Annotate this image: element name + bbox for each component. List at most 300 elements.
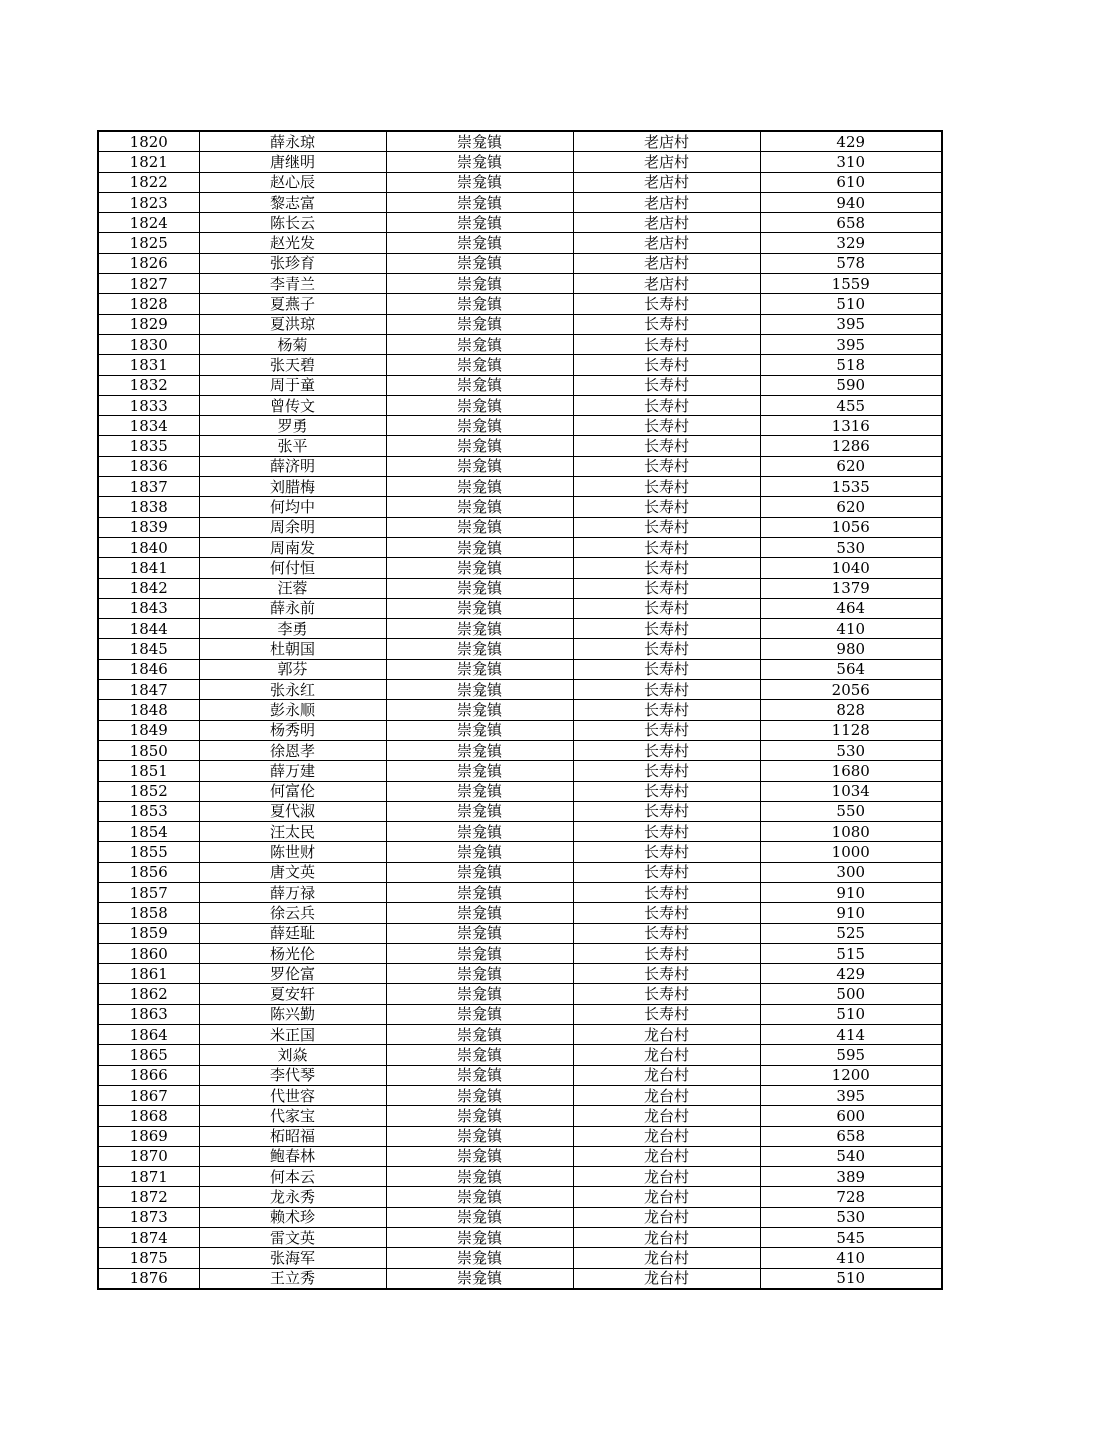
cell-value: 980 [760, 639, 942, 659]
table-row [98, 964, 942, 984]
cell-name: 赖术珍 [199, 1207, 386, 1227]
table-row [98, 680, 942, 700]
cell-name: 夏代淑 [199, 801, 386, 821]
cell-name: 陈长云 [199, 213, 386, 233]
cell-town: 崇龛镇 [386, 1126, 573, 1146]
cell-village: 长寿村 [573, 375, 760, 395]
cell-town: 崇龛镇 [386, 943, 573, 963]
cell-town: 崇龛镇 [386, 1106, 573, 1126]
cell-village: 龙台村 [573, 1146, 760, 1166]
cell-number: 1848 [98, 700, 199, 720]
cell-number: 1875 [98, 1248, 199, 1268]
table-row [98, 375, 942, 395]
cell-village: 龙台村 [573, 1045, 760, 1065]
cell-value: 1200 [760, 1065, 942, 1085]
cell-value: 429 [760, 964, 942, 984]
table-row [98, 537, 942, 557]
cell-name: 夏燕子 [199, 294, 386, 314]
cell-village: 长寿村 [573, 761, 760, 781]
cell-number: 1840 [98, 537, 199, 557]
table-row [98, 720, 942, 740]
cell-village: 长寿村 [573, 862, 760, 882]
cell-town: 崇龛镇 [386, 964, 573, 984]
cell-name: 薛万禄 [199, 882, 386, 902]
table-row [98, 253, 942, 273]
table-row [98, 436, 942, 456]
cell-town: 崇龛镇 [386, 619, 573, 639]
cell-name: 夏安轩 [199, 984, 386, 1004]
cell-value: 530 [760, 1207, 942, 1227]
cell-name: 代世容 [199, 1085, 386, 1105]
cell-village: 长寿村 [573, 740, 760, 760]
cell-village: 长寿村 [573, 294, 760, 314]
cell-value: 610 [760, 172, 942, 192]
cell-number: 1850 [98, 740, 199, 760]
cell-town: 崇龛镇 [386, 375, 573, 395]
cell-town: 崇龛镇 [386, 842, 573, 862]
cell-village: 长寿村 [573, 517, 760, 537]
cell-value: 500 [760, 984, 942, 1004]
cell-town: 崇龛镇 [386, 395, 573, 415]
cell-number: 1821 [98, 152, 199, 172]
cell-name: 赵光发 [199, 233, 386, 253]
cell-name: 汪蓉 [199, 578, 386, 598]
table-row [98, 1167, 942, 1187]
cell-number: 1860 [98, 943, 199, 963]
cell-value: 545 [760, 1228, 942, 1248]
cell-value: 620 [760, 497, 942, 517]
cell-value: 389 [760, 1167, 942, 1187]
cell-name: 周余明 [199, 517, 386, 537]
cell-number: 1831 [98, 355, 199, 375]
table-row [98, 1146, 942, 1166]
cell-name: 陈兴勤 [199, 1004, 386, 1024]
cell-name: 王立秀 [199, 1268, 386, 1289]
records-table [97, 130, 943, 1290]
cell-number: 1824 [98, 213, 199, 233]
cell-name: 雷文英 [199, 1228, 386, 1248]
cell-name: 薛永前 [199, 598, 386, 618]
cell-value: 658 [760, 1126, 942, 1146]
cell-value: 1286 [760, 436, 942, 456]
cell-value: 540 [760, 1146, 942, 1166]
cell-number: 1829 [98, 314, 199, 334]
cell-number: 1858 [98, 903, 199, 923]
cell-number: 1854 [98, 822, 199, 842]
cell-number: 1872 [98, 1187, 199, 1207]
cell-name: 彭永顺 [199, 700, 386, 720]
table-row [98, 1268, 942, 1289]
cell-village: 老店村 [573, 152, 760, 172]
cell-number: 1842 [98, 578, 199, 598]
cell-town: 崇龛镇 [386, 436, 573, 456]
table-row [98, 274, 942, 294]
cell-town: 崇龛镇 [386, 700, 573, 720]
cell-village: 龙台村 [573, 1207, 760, 1227]
cell-town: 崇龛镇 [386, 1268, 573, 1289]
cell-value: 1316 [760, 416, 942, 436]
table-row [98, 1045, 942, 1065]
cell-name: 李青兰 [199, 274, 386, 294]
cell-town: 崇龛镇 [386, 517, 573, 537]
cell-name: 徐云兵 [199, 903, 386, 923]
table-row [98, 395, 942, 415]
cell-value: 310 [760, 152, 942, 172]
cell-value: 1080 [760, 822, 942, 842]
cell-name: 薛万建 [199, 761, 386, 781]
cell-value: 410 [760, 619, 942, 639]
cell-number: 1832 [98, 375, 199, 395]
cell-village: 长寿村 [573, 416, 760, 436]
table-row [98, 1004, 942, 1024]
cell-town: 崇龛镇 [386, 274, 573, 294]
cell-village: 长寿村 [573, 923, 760, 943]
cell-name: 龙永秀 [199, 1187, 386, 1207]
cell-town: 崇龛镇 [386, 1025, 573, 1045]
cell-number: 1869 [98, 1126, 199, 1146]
cell-village: 龙台村 [573, 1228, 760, 1248]
cell-value: 429 [760, 131, 942, 152]
cell-name: 郭芬 [199, 659, 386, 679]
cell-name: 张海军 [199, 1248, 386, 1268]
cell-name: 薛永琼 [199, 131, 386, 152]
table-row [98, 862, 942, 882]
cell-village: 长寿村 [573, 659, 760, 679]
data-sheet [97, 130, 943, 1290]
cell-number: 1874 [98, 1228, 199, 1248]
cell-village: 长寿村 [573, 882, 760, 902]
cell-name: 周于童 [199, 375, 386, 395]
cell-town: 崇龛镇 [386, 456, 573, 476]
cell-value: 550 [760, 801, 942, 821]
cell-value: 530 [760, 537, 942, 557]
cell-town: 崇龛镇 [386, 152, 573, 172]
cell-name: 罗伦富 [199, 964, 386, 984]
cell-town: 崇龛镇 [386, 334, 573, 354]
cell-town: 崇龛镇 [386, 1065, 573, 1085]
cell-number: 1852 [98, 781, 199, 801]
cell-village: 老店村 [573, 253, 760, 273]
cell-name: 张平 [199, 436, 386, 456]
table-row [98, 1187, 942, 1207]
table-row [98, 1065, 942, 1085]
cell-name: 米正国 [199, 1025, 386, 1045]
cell-village: 长寿村 [573, 801, 760, 821]
table-row [98, 1085, 942, 1105]
cell-value: 525 [760, 923, 942, 943]
table-row [98, 801, 942, 821]
cell-town: 崇龛镇 [386, 537, 573, 557]
cell-village: 长寿村 [573, 355, 760, 375]
cell-value: 518 [760, 355, 942, 375]
cell-town: 崇龛镇 [386, 192, 573, 212]
cell-number: 1846 [98, 659, 199, 679]
cell-number: 1856 [98, 862, 199, 882]
cell-name: 柘昭福 [199, 1126, 386, 1146]
table-row [98, 558, 942, 578]
table-row [98, 639, 942, 659]
cell-value: 595 [760, 1045, 942, 1065]
cell-name: 刘焱 [199, 1045, 386, 1065]
cell-village: 老店村 [573, 172, 760, 192]
cell-name: 唐文英 [199, 862, 386, 882]
table-row [98, 781, 942, 801]
cell-town: 崇龛镇 [386, 801, 573, 821]
table-row [98, 355, 942, 375]
cell-name: 何付恒 [199, 558, 386, 578]
cell-village: 老店村 [573, 192, 760, 212]
cell-village: 龙台村 [573, 1065, 760, 1085]
cell-number: 1820 [98, 131, 199, 152]
cell-village: 龙台村 [573, 1025, 760, 1045]
cell-number: 1827 [98, 274, 199, 294]
cell-number: 1863 [98, 1004, 199, 1024]
records-table-body [98, 131, 942, 1289]
table-row [98, 923, 942, 943]
cell-number: 1833 [98, 395, 199, 415]
table-row [98, 842, 942, 862]
cell-village: 长寿村 [573, 943, 760, 963]
cell-town: 崇龛镇 [386, 740, 573, 760]
cell-number: 1855 [98, 842, 199, 862]
table-row [98, 497, 942, 517]
cell-number: 1828 [98, 294, 199, 314]
table-row [98, 131, 942, 152]
cell-number: 1826 [98, 253, 199, 273]
cell-value: 510 [760, 1004, 942, 1024]
table-row [98, 598, 942, 618]
cell-village: 长寿村 [573, 558, 760, 578]
cell-value: 410 [760, 1248, 942, 1268]
cell-value: 515 [760, 943, 942, 963]
cell-village: 长寿村 [573, 903, 760, 923]
table-row [98, 314, 942, 334]
cell-village: 老店村 [573, 274, 760, 294]
cell-number: 1844 [98, 619, 199, 639]
table-row [98, 1126, 942, 1146]
table-row [98, 903, 942, 923]
table-row [98, 213, 942, 233]
cell-value: 464 [760, 598, 942, 618]
cell-number: 1851 [98, 761, 199, 781]
cell-village: 龙台村 [573, 1248, 760, 1268]
cell-village: 长寿村 [573, 456, 760, 476]
cell-number: 1866 [98, 1065, 199, 1085]
cell-number: 1843 [98, 598, 199, 618]
cell-village: 长寿村 [573, 477, 760, 497]
table-row [98, 659, 942, 679]
table-row [98, 761, 942, 781]
cell-value: 1535 [760, 477, 942, 497]
cell-village: 长寿村 [573, 720, 760, 740]
cell-number: 1870 [98, 1146, 199, 1166]
cell-town: 崇龛镇 [386, 213, 573, 233]
cell-number: 1868 [98, 1106, 199, 1126]
table-row [98, 984, 942, 1004]
cell-village: 长寿村 [573, 334, 760, 354]
cell-value: 1056 [760, 517, 942, 537]
cell-town: 崇龛镇 [386, 355, 573, 375]
table-row [98, 334, 942, 354]
cell-value: 395 [760, 314, 942, 334]
cell-village: 龙台村 [573, 1126, 760, 1146]
cell-town: 崇龛镇 [386, 761, 573, 781]
table-row [98, 1106, 942, 1126]
cell-town: 崇龛镇 [386, 781, 573, 801]
table-row [98, 1025, 942, 1045]
cell-village: 龙台村 [573, 1268, 760, 1289]
cell-village: 长寿村 [573, 639, 760, 659]
cell-value: 940 [760, 192, 942, 212]
cell-village: 长寿村 [573, 984, 760, 1004]
cell-value: 395 [760, 334, 942, 354]
cell-name: 赵心辰 [199, 172, 386, 192]
cell-number: 1861 [98, 964, 199, 984]
cell-village: 龙台村 [573, 1106, 760, 1126]
cell-village: 长寿村 [573, 842, 760, 862]
cell-village: 长寿村 [573, 781, 760, 801]
cell-name: 周南发 [199, 537, 386, 557]
cell-value: 910 [760, 903, 942, 923]
cell-village: 老店村 [573, 233, 760, 253]
cell-town: 崇龛镇 [386, 131, 573, 152]
cell-town: 崇龛镇 [386, 233, 573, 253]
cell-village: 龙台村 [573, 1167, 760, 1187]
cell-town: 崇龛镇 [386, 882, 573, 902]
cell-number: 1835 [98, 436, 199, 456]
cell-number: 1845 [98, 639, 199, 659]
cell-name: 杨菊 [199, 334, 386, 354]
cell-village: 长寿村 [573, 497, 760, 517]
cell-name: 李代琴 [199, 1065, 386, 1085]
cell-value: 564 [760, 659, 942, 679]
table-row [98, 1228, 942, 1248]
cell-name: 代家宝 [199, 1106, 386, 1126]
cell-number: 1857 [98, 882, 199, 902]
cell-town: 崇龛镇 [386, 172, 573, 192]
table-row [98, 233, 942, 253]
table-row [98, 477, 942, 497]
cell-name: 何均中 [199, 497, 386, 517]
cell-village: 龙台村 [573, 1187, 760, 1207]
table-row [98, 578, 942, 598]
cell-number: 1834 [98, 416, 199, 436]
cell-name: 薛廷耻 [199, 923, 386, 943]
cell-town: 崇龛镇 [386, 903, 573, 923]
cell-value: 510 [760, 1268, 942, 1289]
cell-value: 1040 [760, 558, 942, 578]
cell-town: 崇龛镇 [386, 862, 573, 882]
cell-value: 1034 [760, 781, 942, 801]
cell-name: 曾传文 [199, 395, 386, 415]
table-row [98, 882, 942, 902]
table-row [98, 619, 942, 639]
cell-value: 455 [760, 395, 942, 415]
cell-village: 长寿村 [573, 598, 760, 618]
cell-value: 910 [760, 882, 942, 902]
cell-value: 414 [760, 1025, 942, 1045]
cell-village: 长寿村 [573, 436, 760, 456]
cell-number: 1867 [98, 1085, 199, 1105]
cell-town: 崇龛镇 [386, 253, 573, 273]
cell-town: 崇龛镇 [386, 822, 573, 842]
cell-town: 崇龛镇 [386, 1207, 573, 1227]
cell-name: 张天碧 [199, 355, 386, 375]
cell-value: 1128 [760, 720, 942, 740]
cell-village: 长寿村 [573, 395, 760, 415]
cell-town: 崇龛镇 [386, 680, 573, 700]
cell-village: 长寿村 [573, 619, 760, 639]
table-row [98, 700, 942, 720]
table-row [98, 294, 942, 314]
cell-town: 崇龛镇 [386, 1004, 573, 1024]
cell-number: 1864 [98, 1025, 199, 1045]
cell-value: 1559 [760, 274, 942, 294]
cell-name: 杜朝国 [199, 639, 386, 659]
cell-value: 329 [760, 233, 942, 253]
cell-town: 崇龛镇 [386, 1187, 573, 1207]
cell-town: 崇龛镇 [386, 558, 573, 578]
cell-town: 崇龛镇 [386, 1045, 573, 1065]
cell-name: 陈世财 [199, 842, 386, 862]
cell-town: 崇龛镇 [386, 923, 573, 943]
cell-town: 崇龛镇 [386, 598, 573, 618]
cell-value: 578 [760, 253, 942, 273]
cell-value: 530 [760, 740, 942, 760]
cell-village: 长寿村 [573, 537, 760, 557]
cell-town: 崇龛镇 [386, 578, 573, 598]
cell-name: 杨光伦 [199, 943, 386, 963]
cell-village: 长寿村 [573, 578, 760, 598]
cell-name: 徐恩孝 [199, 740, 386, 760]
cell-town: 崇龛镇 [386, 497, 573, 517]
cell-village: 长寿村 [573, 700, 760, 720]
cell-village: 长寿村 [573, 822, 760, 842]
cell-village: 长寿村 [573, 680, 760, 700]
cell-name: 汪太民 [199, 822, 386, 842]
cell-value: 300 [760, 862, 942, 882]
cell-name: 何富伦 [199, 781, 386, 801]
cell-town: 崇龛镇 [386, 720, 573, 740]
cell-number: 1871 [98, 1167, 199, 1187]
cell-number: 1823 [98, 192, 199, 212]
cell-village: 龙台村 [573, 1085, 760, 1105]
cell-village: 老店村 [573, 131, 760, 152]
table-row [98, 416, 942, 436]
cell-town: 崇龛镇 [386, 1228, 573, 1248]
cell-number: 1876 [98, 1268, 199, 1289]
cell-number: 1837 [98, 477, 199, 497]
cell-number: 1830 [98, 334, 199, 354]
cell-value: 510 [760, 294, 942, 314]
cell-village: 长寿村 [573, 314, 760, 334]
cell-town: 崇龛镇 [386, 1085, 573, 1105]
cell-village: 长寿村 [573, 964, 760, 984]
cell-town: 崇龛镇 [386, 1146, 573, 1166]
cell-village: 老店村 [573, 213, 760, 233]
cell-value: 2056 [760, 680, 942, 700]
cell-value: 828 [760, 700, 942, 720]
cell-number: 1847 [98, 680, 199, 700]
cell-village: 长寿村 [573, 1004, 760, 1024]
cell-name: 黎志富 [199, 192, 386, 212]
cell-name: 夏洪琼 [199, 314, 386, 334]
cell-number: 1862 [98, 984, 199, 1004]
cell-name: 杨秀明 [199, 720, 386, 740]
cell-number: 1859 [98, 923, 199, 943]
cell-name: 刘腊梅 [199, 477, 386, 497]
cell-number: 1849 [98, 720, 199, 740]
